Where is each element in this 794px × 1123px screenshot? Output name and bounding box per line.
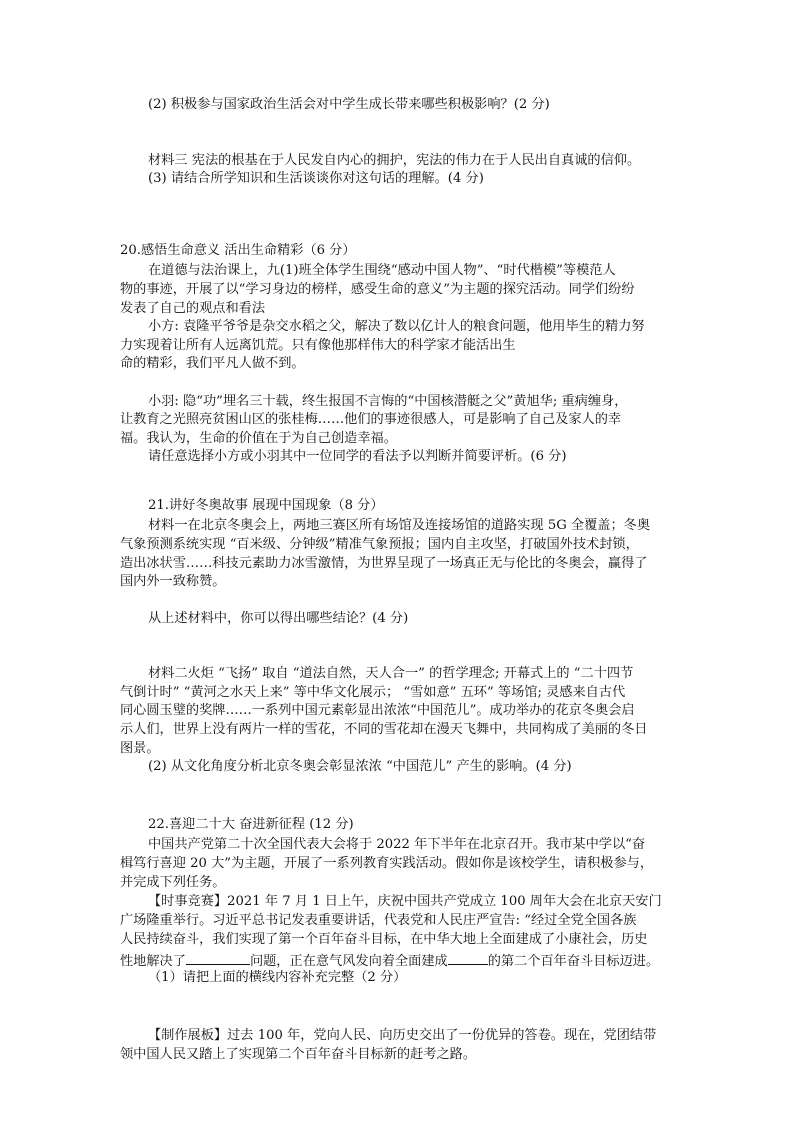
question-21-2: (2) 从文化角度分析北京冬奥会彰显浓浓 “中国范儿” 产生的影响。(4 分): [148, 759, 572, 774]
material-3: 材料三 宪法的根基在于人民发自内心的拥护，宪法的伟力在于人民出自真诚的信仰。: [148, 153, 641, 168]
fill-line-mid: 问题，正在意气风发向着全面建成: [249, 954, 448, 969]
q22-fill-line: [120, 952, 659, 968]
q20-text-line: 让教育之光照亮贫困山区的张桂梅……他们的事迹很感人，可是影响了自己及家人的幸: [120, 412, 622, 427]
q21-material2-line: 材料二火炬 “飞扬” 取自 “道法自然，天人合一” 的哲学理念; 开幕式上的 “二十四节: [148, 666, 634, 681]
q20-text-line: 小方: 袁隆平爷爷是杂交水稻之父，解决了数以亿计人的粮食问题，他用毕生的精力努: [148, 319, 645, 334]
q21-material2-line: 同心圆玉璧的奖牌……一系列中国元素彰显出浓浓“中国范儿”。成功举办的花京冬奥会启: [120, 703, 635, 718]
q22-board-line: 领中国人民又踏上了实现第二个百年奋斗目标新的赶考之路。: [120, 1047, 477, 1062]
q21-material1-line: 材料一在北京冬奥会上，两地三赛区所有场馆及连接场馆的道路实现 5G 全覆盖；冬奥: [148, 518, 651, 533]
question-20-heading: 20.感悟生命意义 活出生命精彩（6 分）: [120, 243, 356, 258]
q20-text-line: 力实现着让所有人远离饥荒。只有像他那样伟大的科学家才能活出生: [120, 338, 516, 353]
q20-text-line: 小羽: 隐“功”埋名三十载，终生报国不言悔的“中国核潜艇之父”黄旭华; 重病缠身，: [148, 394, 628, 409]
q21-material2-line: 图景。: [120, 741, 160, 756]
fill-line-start: 性地解决了: [120, 954, 186, 969]
q21-material1-line: 气象预测系统实现 “百米级、分钟级”精准气象预报；国内自主攻坚，打破国外技术封锁，: [120, 537, 639, 552]
q22-board-line: 【制作展板】过去 100 年，党向人民、向历史交出了一份优异的答卷。现在，党团结带: [148, 1028, 657, 1043]
question-22-heading: 22.喜迎二十大 奋进新征程 (12 分): [148, 817, 354, 832]
q20-question: 请任意选择小方或小羽其中一位同学的看法予以判断并简要评析。(6 分): [148, 449, 567, 464]
q21-material1-line: 造出冰状雪……科技元素助力冰雪激情，为世界呈现了一场真正无与伦比的冬奥会，赢得了: [120, 556, 648, 571]
q22-intro-line: 楫笃行喜迎 20 大”为主题，开展了一系列教育实践活动。假如你是该校学生，请积极参与，: [120, 856, 654, 871]
q20-text-line: 福。我认为，生命的价值在于为自己创造幸福。: [120, 431, 397, 446]
question-19-2: (2) 积极参与国家政治生活会对中学生成长带来哪些积极影响？(2 分): [148, 97, 550, 112]
q20-text-line: 在道德与法治课上，九(1)班全体学生围绕“感动中国人物”、“时代楷模”等模范人: [148, 263, 616, 278]
question-19-3: (3) 请结合所学知识和生活谈谈你对这句话的理解。(4 分): [148, 171, 484, 186]
answer-blank-2[interactable]: [448, 952, 488, 965]
q22-intro-line: 并完成下列任务。: [120, 875, 226, 890]
q22-current-events-line: 人民持续奋斗，我们实现了第一个百年奋斗目标，在中华大地上全面建成了小康社会，历史: [120, 932, 648, 947]
q20-text-line: 物的事迹，开展了以“学习身边的榜样，感受生命的意义”为主题的探究活动。同学们纷纷: [120, 282, 635, 297]
q22-current-events-line: 【时事竞赛】2021 年 7 月 1 日上午，庆祝中国共产党成立 100 周年大会在北京天安门: [148, 894, 662, 909]
q20-text-line: 命的精彩，我们平凡人做不到。: [120, 356, 305, 371]
answer-blank-1[interactable]: [186, 952, 250, 965]
q21-material2-line: 示人们，世界上没有两片一样的雪花，不同的雪花却在漫天飞舞中，共同构成了美丽的冬日: [120, 722, 648, 737]
question-21-1: 从上述材料中，你可以得出哪些结论？(4 分): [148, 611, 409, 626]
q20-text-line: 发表了自己的观点和看法: [120, 301, 266, 316]
q22-intro-line: 中国共产党第二十次全国代表大会将于 2022 年下半年在北京召开。我市某中学以“奋: [148, 837, 646, 852]
q21-material2-line: 气倒计时” “黄河之水天上来” 等中华文化展示； “雪如意” 五环” 等场馆; 灵感来自古代: [120, 685, 626, 700]
question-21-heading: 21.讲好冬奥故事 展现中国现象（8 分）: [148, 498, 384, 513]
q21-material1-line: 国内外一致称赞。: [120, 574, 226, 589]
fill-line-end: 的第二个百年奋斗目标迈进。: [487, 954, 660, 969]
q22-current-events-line: 广场隆重举行。习近平总书记发表重要讲话，代表党和人民庄严宣告: “经过全党全国各族: [120, 913, 637, 928]
question-22-1: （1）请把上面的横线内容补充完整（2 分）: [148, 970, 407, 985]
